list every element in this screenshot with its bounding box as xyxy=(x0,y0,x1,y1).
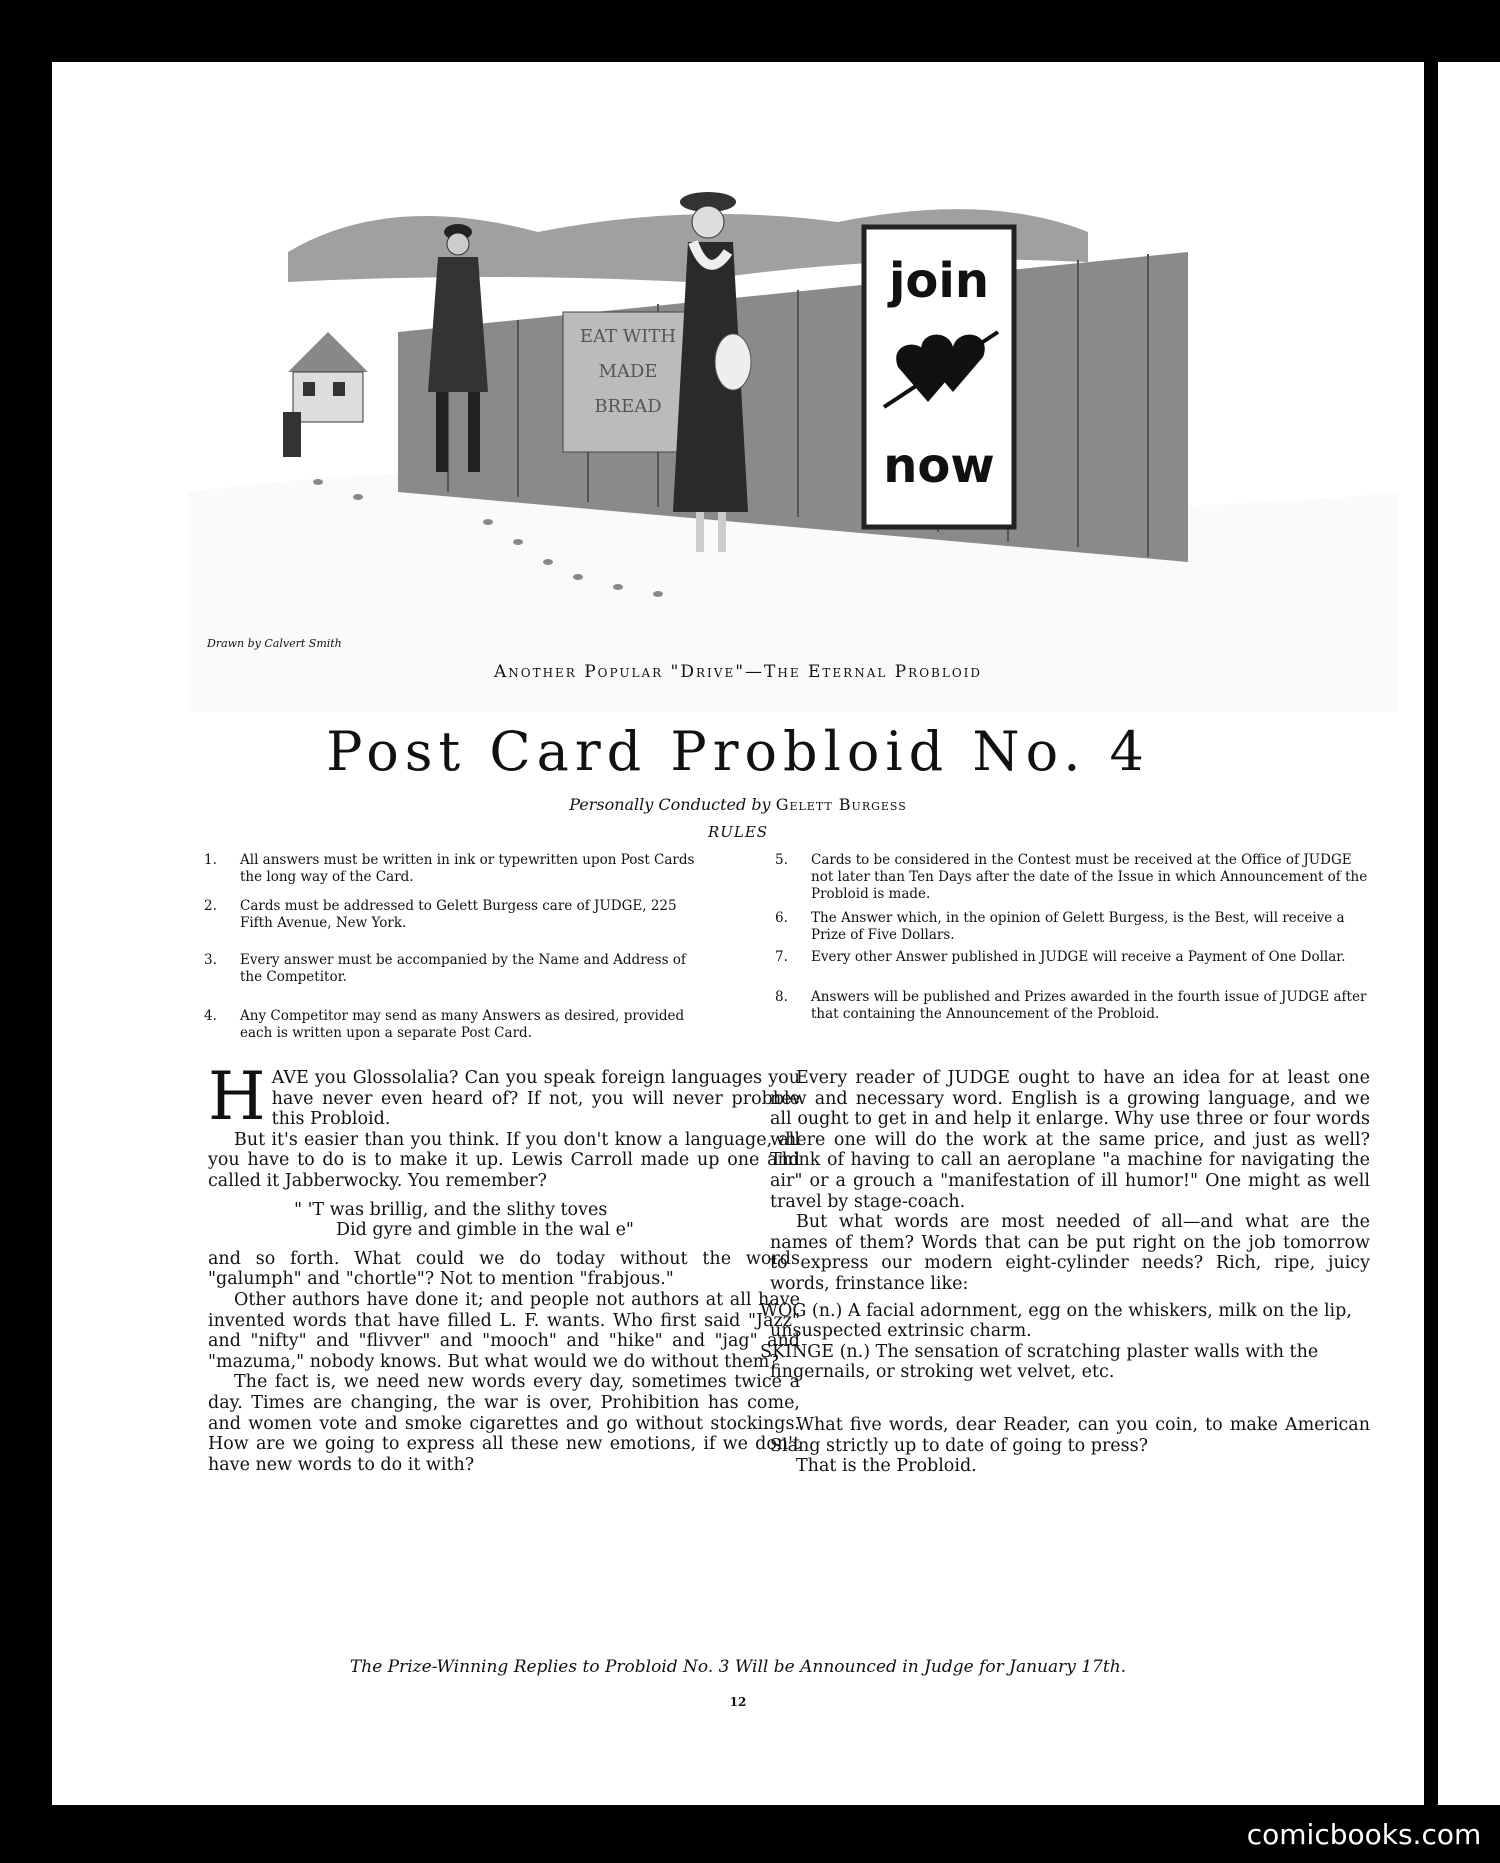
sign-now-text: now xyxy=(883,438,995,494)
rule-text: Any Competitor may send as many Answers as desired, provided each is written upon a separate Post Card. xyxy=(240,1008,685,1041)
rule-number: 2. xyxy=(204,898,217,914)
paragraph: and so forth. What could we do today without the words "galumph" and "chortle"? Not to mention "frabjous." xyxy=(208,1248,800,1290)
join-now-sign xyxy=(864,227,1014,527)
rule-text: The Answer which, in the opinion of Gelett Burgess, is the Best, will receive a Prize of Five Dollars. xyxy=(811,910,1345,943)
winter-scene-illustration xyxy=(188,192,1398,712)
drop-cap: H xyxy=(208,1058,266,1135)
rule-item xyxy=(204,952,708,986)
rule-item xyxy=(204,1008,708,1042)
rule-item xyxy=(204,898,708,932)
byline-author: Gelett Burgess xyxy=(775,795,907,814)
rule-item xyxy=(775,989,1375,1023)
article-left-column xyxy=(208,1058,800,1475)
poster-line-2: MADE xyxy=(598,361,658,382)
article-right-column xyxy=(760,1068,1370,1477)
rule-number: 6. xyxy=(775,910,788,926)
rule-text: Cards to be considered in the Contest must be received at the Office of JUDGE not later than Ten Days after the date of the Issue in which Announcement of the Probloid is made. xyxy=(811,852,1368,902)
paragraph: That is the Probloid. xyxy=(796,1456,977,1477)
rule-text: All answers must be written in ink or typewritten upon Post Cards the long way of the Card. xyxy=(240,852,695,885)
rule-item xyxy=(204,852,708,886)
adjacent-page-edge xyxy=(1438,62,1500,1805)
hydrant-drawing xyxy=(283,412,301,457)
paragraph: But it's easier than you think. If you don't know a language, all you have to do is to make it up. Lewis Carroll made up one and called it Jabberwocky. You remember? xyxy=(208,1129,800,1191)
rule-item xyxy=(775,852,1375,903)
house-drawing xyxy=(288,332,368,422)
rule-text: Cards must be addressed to Gelett Burgess care of JUDGE, 225 Fifth Avenue, New York. xyxy=(240,898,677,931)
poem-line: Did gyre and gimble in the wal e" xyxy=(336,1220,634,1241)
watermark-logo: comicbooks.com xyxy=(1246,1818,1482,1851)
rule-number: 7. xyxy=(775,949,788,965)
rule-number: 4. xyxy=(204,1008,217,1024)
poem-quote xyxy=(208,1200,800,1241)
rule-item xyxy=(775,949,1375,966)
poem-line: " 'T was brillig, and the slithy toves xyxy=(294,1199,608,1220)
poster-line-3: BREAD xyxy=(594,396,662,417)
paragraph: What five words, dear Reader, can you coin, to make American Slang strictly up to date of going to press? xyxy=(770,1414,1370,1456)
page-number: 12 xyxy=(729,1695,747,1709)
rule-text: Every other Answer published in JUDGE will receive a Payment of One Dollar. xyxy=(811,949,1346,965)
rule-text: Answers will be published and Prizes awarded in the fourth issue of JUDGE after that containing the Announcement of the Probloid. xyxy=(811,989,1367,1022)
sign-join-text: join xyxy=(888,253,990,309)
poster-line-1: EAT WITH xyxy=(579,326,677,347)
rule-number: 3. xyxy=(204,952,217,968)
prize-announcement: The Prize-Winning Replies to Probloid No. 3 Will be Announced in Judge for January 17th. xyxy=(349,1657,1127,1677)
magazine-page xyxy=(52,62,1424,1805)
rule-number: 8. xyxy=(775,989,788,1005)
byline-italic: Personally Conducted by xyxy=(569,795,771,814)
word-definition: WOG (n.) A facial adornment, egg on the whiskers, milk on the lip, unsuspected extrinsic charm. xyxy=(760,1300,1352,1342)
page-title: Post Card Probloid No. 4 xyxy=(326,720,1150,783)
rule-number: 1. xyxy=(204,852,217,868)
byline xyxy=(52,795,1424,814)
paragraph: But what words are most needed of all—and what are the names of them? Words that can be put right on the job tomorrow to express our modern eight-cylinder needs? Rich, ripe, juicy words, frinstance like: xyxy=(770,1212,1370,1294)
rule-number: 5. xyxy=(775,852,788,868)
rule-text: Every answer must be accompanied by the Name and Address of the Competitor. xyxy=(240,952,686,985)
illustration-caption: Another Popular "Drive"—The Eternal Probloid xyxy=(493,662,983,682)
paragraph: Every reader of JUDGE ought to have an idea for at least one new and necessary word. English is a growing language, and we all ought to get in and help it enlarge. Why use three or four words where one will do the work at the same price, and just as well? Think of having to call an aeroplane "a machine for navigating the air" or a grouch a "manifestation of ill humor!" One might as well travel by stage-coach. xyxy=(770,1068,1370,1212)
paragraph: The fact is, we need new words every day, sometimes twice a day. Times are changing, the war is over, Prohibition has come, and women vote and smoke cigarettes and go without stockings. How are we going to express all these new emotions, if we don't have new words to do it with? xyxy=(208,1372,800,1475)
rules-heading: RULES xyxy=(707,823,769,841)
rule-item xyxy=(775,910,1375,944)
paragraph: AVE you Glossolalia? Can you speak foreign languages you have never even heard of? If not, you will never probble this Probloid. xyxy=(271,1068,800,1130)
paragraph: Other authors have done it; and people not authors at all have invented words that have filled L. F. wants. Who first said "Jazz" and "nifty" and "flivver" and "mooch" and "hike" and "jag" and "mazuma," nobody knows. But what would we do without them? xyxy=(208,1289,800,1372)
illustration-credit: Drawn by Calvert Smith xyxy=(207,637,342,650)
word-definition: SKINGE (n.) The sensation of scratching plaster walls with the fingernails, or stroking wet velvet, etc. xyxy=(760,1341,1319,1383)
